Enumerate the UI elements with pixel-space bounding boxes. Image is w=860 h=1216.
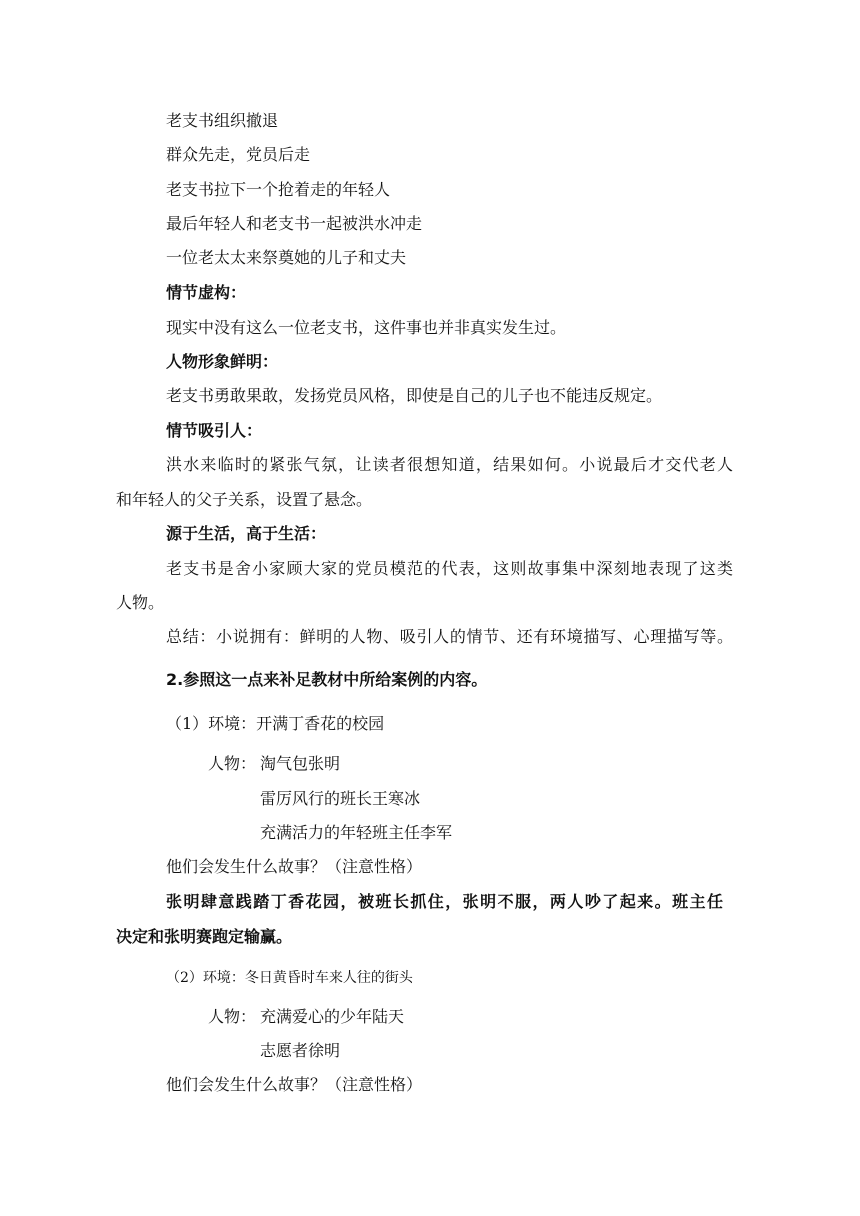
from-life-text-1: 老支书是舍小家顾大家的党员模范的代表，这则故事集中深刻地表现了这类: [166, 559, 733, 578]
case1-person-2: 雷厉风行的班长王寒冰: [260, 789, 421, 808]
story-line-5: 一位老太太来祭奠她的儿子和丈夫: [166, 248, 407, 267]
story-line-3: 老支书拉下一个抢着走的年轻人: [166, 180, 391, 199]
case2-question: 他们会发生什么故事？（注意性格）: [166, 1075, 423, 1094]
vivid-character-heading: 人物形象鲜明：: [166, 352, 279, 371]
case1-environment: （1）环境：开满丁香花的校园: [166, 714, 385, 733]
case1-answer-1: 张明肆意践踏丁香花园，被班长抓住，张明不服，两人吵了起来。班主任: [166, 892, 723, 911]
summary-text: 总结：小说拥有：鲜明的人物、吸引人的情节、还有环境描写、心理描写等。: [166, 627, 733, 646]
plot-fiction-heading: 情节虚构：: [166, 283, 247, 302]
from-life-text-2: 人物。: [116, 593, 165, 612]
attractive-plot-text-2: 和年轻人的父子关系，设置了悬念。: [116, 490, 373, 509]
case2-person-2: 志愿者徐明: [260, 1041, 341, 1060]
attractive-plot-heading: 情节吸引人：: [166, 421, 263, 440]
exercise-heading: 2.参照这一点来补足教材中所给案例的内容。: [166, 670, 488, 689]
case1-person-3: 充满活力的年轻班主任李军: [260, 823, 453, 842]
story-line-1: 老支书组织撤退: [166, 111, 279, 130]
case1-question: 他们会发生什么故事？（注意性格）: [166, 857, 423, 876]
case1-people-label: 人物：: [208, 754, 257, 773]
case1-answer-2: 决定和张明赛跑定输赢。: [116, 927, 293, 946]
case2-person-1: 充满爱心的少年陆天: [260, 1007, 405, 1026]
from-life-heading: 源于生活，高于生活：: [166, 524, 327, 543]
story-line-2: 群众先走，党员后走: [166, 145, 311, 164]
attractive-plot-text-1: 洪水来临时的紧张气氛，让读者很想知道，结果如何。小说最后才交代老人: [166, 455, 733, 474]
case2-people-label: 人物：: [208, 1007, 257, 1026]
vivid-character-text: 老支书勇敢果敢，发扬党员风格，即使是自己的儿子也不能违反规定。: [166, 386, 663, 405]
case1-person-1: 淘气包张明: [260, 754, 341, 773]
story-line-4: 最后年轻人和老支书一起被洪水冲走: [166, 214, 423, 233]
case2-environment: （2）环境：冬日黄昏时车来人往的街头: [166, 970, 413, 986]
plot-fiction-text: 现实中没有这么一位老支书，这件事也并非真实发生过。: [166, 318, 567, 337]
